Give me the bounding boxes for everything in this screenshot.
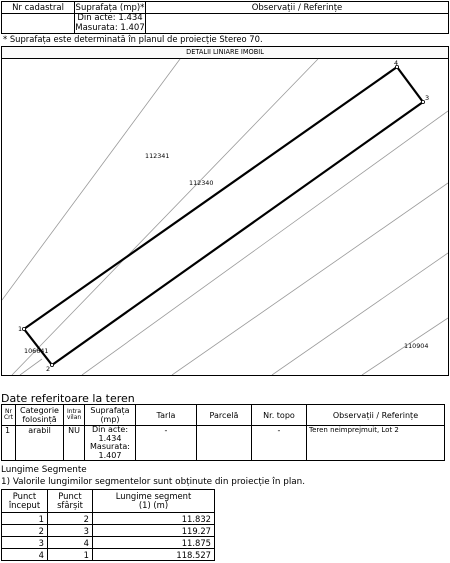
boundary-line: [82, 111, 448, 375]
stereo-note: * Suprafața este determinată în planul de proiecție Stereo 70.: [3, 34, 263, 44]
parcel-label-112341: 112341: [145, 152, 170, 160]
teren-suprafata-cell: [85, 426, 136, 461]
segments-note: 1) Valorile lungimilor segmentelor sunt obținute din proiecție în plan.: [1, 477, 306, 487]
segment-end: 4: [48, 537, 93, 549]
punct-inceput-header: Punct început: [2, 490, 48, 513]
teren-masurata-label: Masurata:: [90, 442, 130, 451]
table-row: [2, 537, 215, 549]
table-row: [2, 513, 215, 525]
boundary-line: [20, 359, 42, 375]
parcel-label-106641: 106641: [24, 347, 49, 355]
tarla-header: Tarla: [136, 405, 197, 426]
categorie-header: Categorie folosință: [16, 405, 64, 426]
segment-end: 1: [48, 549, 93, 561]
teren-masurata-value: 1.407: [98, 450, 122, 460]
suprafata-mp-header: Suprafața (mp): [85, 405, 136, 426]
teren-observatii-cell: Teren neimprejmuit, Lot 2: [307, 426, 445, 461]
vertex-3-label: 3: [425, 94, 430, 102]
suprafata-value: [75, 14, 146, 34]
observatii-teren-header: Observații / Referințe: [307, 405, 445, 426]
suprafata-masurata: Masurata: 1.407: [75, 22, 145, 33]
segment-start: 1: [2, 513, 48, 525]
map-title: DETALII LINIARE IMOBIL: [2, 47, 448, 59]
teren-table: [1, 404, 445, 461]
intravilan-header: Intra vilan: [64, 405, 85, 426]
teren-section-title: Date referitoare la teren: [1, 392, 135, 405]
segment-length: 11.832: [93, 513, 215, 525]
segment-start: 2: [2, 525, 48, 537]
parcel-map: [2, 47, 448, 375]
lungime-segment-header: [93, 490, 215, 513]
vertex-1-marker: [22, 327, 25, 330]
teren-categorie-cell: arabil: [16, 426, 64, 461]
segment-end: 3: [48, 525, 93, 537]
vertex-4-label: 4: [394, 59, 399, 67]
parcel-label-112340: 112340: [189, 179, 214, 187]
teren-tarla-cell: -: [136, 426, 197, 461]
boundary-line: [2, 59, 180, 300]
punct-sfarsit-header: Punct sfârșit: [48, 490, 93, 513]
nr-topo-header: Nr. topo: [252, 405, 307, 426]
lungime-segment-unit: (1) (m): [138, 500, 169, 510]
boundary-line: [12, 59, 318, 375]
segment-length: 118.527: [93, 549, 215, 561]
nr-crt-header: Nr Crt: [2, 405, 16, 426]
parcel-label-110904: 110904: [404, 342, 429, 350]
teren-nr-cell: 1: [2, 426, 16, 461]
lungime-segment-label: Lungime segment: [115, 490, 192, 501]
vertex-2-marker: [50, 363, 53, 366]
nr-cadastral-header: Nr cadastral: [2, 2, 75, 14]
teren-nr-topo-cell: -: [252, 426, 307, 461]
teren-acte-value: 1.434: [98, 433, 122, 443]
cadastral-summary-table: [1, 1, 449, 34]
observatii-value: [146, 14, 449, 34]
parcel-outline: [24, 67, 423, 365]
segment-end: 2: [48, 513, 93, 525]
suprafata-acte: Din acte: 1.434: [77, 13, 143, 23]
teren-acte-label: Din acte:: [91, 425, 129, 434]
segment-start: 4: [2, 549, 48, 561]
table-row: [2, 549, 215, 561]
vertex-2-label: 2: [46, 365, 51, 373]
parcela-header: Parcelă: [197, 405, 252, 426]
segment-length: 11.875: [93, 537, 215, 549]
segments-table: [1, 489, 215, 561]
segment-length: 119.27: [93, 525, 215, 537]
vertex-1-label: 1: [18, 325, 23, 333]
boundary-line: [272, 253, 448, 375]
parcel-drawing: [1, 46, 449, 376]
suprafata-header: Suprafața (mp)*: [75, 2, 145, 13]
table-row: [2, 525, 215, 537]
segments-title: Lungime Segmente: [1, 465, 87, 475]
teren-intravilan-cell: NU: [64, 426, 85, 461]
teren-parcela-cell: [197, 426, 252, 461]
observatii-header: Observații / Referințe: [146, 2, 449, 14]
nr-cadastral-value: [2, 14, 75, 34]
segment-start: 3: [2, 537, 48, 549]
neighbour-boundaries: [2, 59, 448, 375]
